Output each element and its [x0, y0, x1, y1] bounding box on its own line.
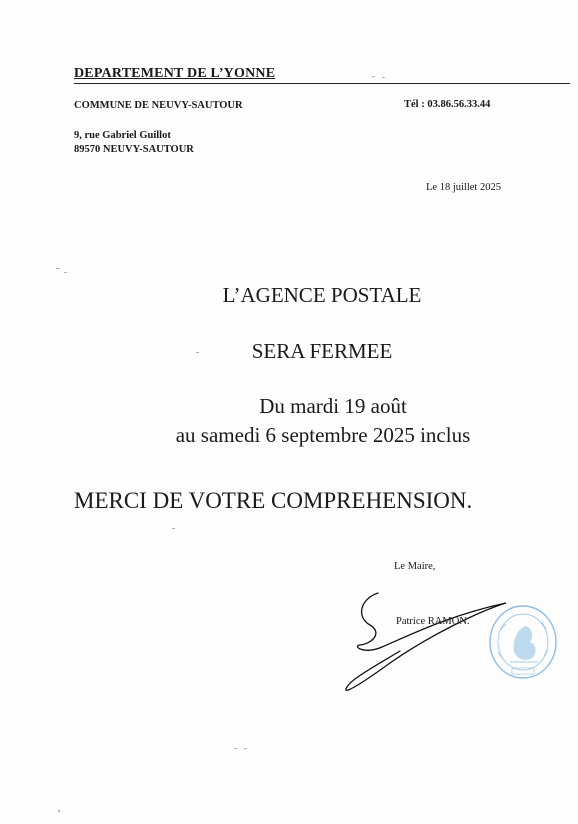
scan-speck	[372, 76, 375, 77]
scan-speck	[172, 528, 175, 529]
scan-speck	[382, 77, 385, 78]
telephone-number: Tél : 03.86.56.33.44	[404, 99, 491, 110]
scan-speck	[58, 810, 60, 812]
scan-speck	[234, 748, 237, 749]
department-heading: DEPARTEMENT DE L’YONNE	[74, 66, 276, 81]
notice-line-closed: SERA FERMEE	[251, 339, 393, 363]
notice-line-agency: L’AGENCE POSTALE	[222, 283, 422, 307]
notice-line-from: Du mardi 19 août	[259, 394, 407, 418]
thanks-message: MERCI DE VOTRE COMPREHENSION.	[74, 488, 473, 513]
scan-speck	[64, 272, 67, 273]
address-city: 89570 NEUVY-SAUTOUR	[74, 144, 194, 155]
header-rule	[74, 83, 570, 84]
signatory-name: Patrice RAMON.	[396, 616, 470, 627]
signatory-title: Le Maire,	[394, 561, 436, 572]
notice-line-to: au samedi 6 septembre 2025 inclus	[175, 423, 471, 447]
scan-speck	[56, 268, 60, 269]
signature-icon	[330, 585, 510, 700]
scan-speck	[244, 748, 247, 749]
scan-speck	[196, 352, 199, 353]
letter-date: Le 18 juillet 2025	[426, 182, 501, 193]
stamp-icon	[486, 602, 560, 682]
address-street: 9, rue Gabriel Guillot	[74, 130, 171, 141]
commune-name: COMMUNE DE NEUVY-SAUTOUR	[74, 100, 243, 111]
